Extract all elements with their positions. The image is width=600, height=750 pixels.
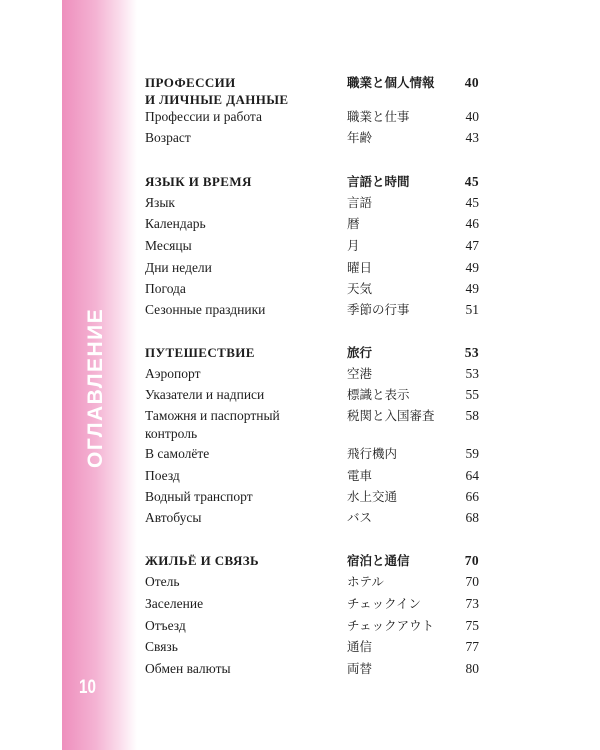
entry-title: Водный транспорт — [145, 489, 253, 504]
entry-page: 53 — [465, 366, 479, 381]
entry-title: Отель — [145, 574, 180, 589]
entry-page: 77 — [465, 639, 479, 654]
entry-page: 47 — [465, 238, 479, 253]
entry-page: 75 — [465, 618, 479, 633]
entry-title: Поезд — [145, 468, 180, 483]
entry-title: Аэропорт — [145, 366, 201, 381]
entry-title: Обмен валюты — [145, 661, 231, 676]
section-title: ЖИЛЬЁ И СВЯЗЬ — [145, 553, 259, 568]
entry-title: Язык — [145, 195, 175, 210]
section-title — [145, 74, 335, 108]
entry-page: 49 — [465, 260, 479, 275]
entry-title: Возраст — [145, 130, 191, 145]
entry-title: Заселение — [145, 596, 204, 611]
entry-title-ja: チェックイン — [347, 596, 422, 611]
section-title-ja: 職業と個人情報 — [347, 75, 435, 90]
entry-title-ja: 標識と表示 — [347, 387, 410, 402]
entry-title-ja: 季節の行事 — [347, 302, 410, 317]
entry-title-ja: 空港 — [347, 366, 373, 381]
entry-page: 58 — [465, 408, 479, 423]
entry-title-ja: 曜日 — [347, 260, 373, 275]
entry-title-ja: チェックアウト — [347, 618, 435, 633]
section-title-ja: 宿泊と通信 — [347, 553, 410, 568]
entry-title: Связь — [145, 639, 178, 654]
entry-title: Погода — [145, 281, 186, 296]
entry-title: Профессии и работа — [145, 109, 262, 124]
entry-page: 45 — [465, 195, 479, 210]
entry-title: Сезонные праздники — [145, 302, 266, 317]
entry-title-ja: 暦 — [347, 216, 360, 231]
entry-title-ja: バス — [347, 510, 373, 525]
entry-page: 64 — [465, 468, 479, 483]
entry-title: Отъезд — [145, 618, 186, 633]
entry-title-ja: 飛行機内 — [347, 446, 398, 461]
entry-title-ja: ホテル — [347, 574, 384, 589]
section-page: 45 — [464, 174, 479, 189]
entry-title: Указатели и надписи — [145, 387, 265, 402]
entry-title-line: контроль — [145, 426, 198, 441]
entry-title-ja: 税関と入国審査 — [347, 408, 435, 423]
entry-page: 46 — [465, 216, 479, 231]
section-title-ja: 言語と時間 — [347, 174, 410, 189]
section-page: 40 — [464, 75, 479, 90]
entry-title: В самолёте — [145, 446, 210, 461]
entry-page: 43 — [465, 130, 479, 145]
entry-page: 73 — [465, 596, 479, 611]
entry-page: 66 — [465, 489, 479, 504]
entry-page: 68 — [465, 510, 479, 525]
entry-page: 80 — [465, 661, 479, 676]
page-number: 10 — [79, 677, 96, 698]
section-title-line: ПРОФЕССИИ — [145, 75, 236, 90]
side-title: ОГЛАВЛЕНИЕ — [84, 307, 107, 468]
entry-page: 40 — [465, 109, 479, 124]
entry-title: Дни недели — [145, 260, 212, 275]
entry-title-ja: 月 — [347, 238, 360, 253]
section-title-ja: 旅行 — [347, 345, 373, 360]
section-title: ЯЗЫК И ВРЕМЯ — [145, 174, 252, 189]
entry-page: 59 — [465, 446, 479, 461]
entry-title-ja: 両替 — [347, 661, 373, 676]
section-page: 53 — [464, 345, 479, 360]
section-title-line: И ЛИЧНЫЕ ДАННЫЕ — [145, 92, 289, 107]
entry-title-ja: 水上交通 — [347, 489, 398, 504]
section-title: ПУТЕШЕСТВИЕ — [145, 345, 255, 360]
entry-page: 49 — [465, 281, 479, 296]
entry-title-ja: 年齢 — [347, 130, 373, 145]
entry-title: Месяцы — [145, 238, 192, 253]
section-page: 70 — [464, 553, 479, 568]
entry-title-ja: 言語 — [347, 195, 373, 210]
entry-page: 51 — [465, 302, 479, 317]
entry-title-ja: 電車 — [347, 468, 373, 483]
entry-title-line: Таможня и паспортный — [145, 408, 280, 423]
entry-title — [145, 407, 335, 443]
entry-title: Календарь — [145, 216, 206, 231]
entry-title-ja: 職業と仕事 — [347, 109, 410, 124]
entry-title-ja: 天気 — [347, 281, 373, 296]
entry-page: 55 — [465, 387, 479, 402]
entry-title-ja: 通信 — [347, 639, 373, 654]
entry-title: Автобусы — [145, 510, 202, 525]
entry-page: 70 — [465, 574, 479, 589]
